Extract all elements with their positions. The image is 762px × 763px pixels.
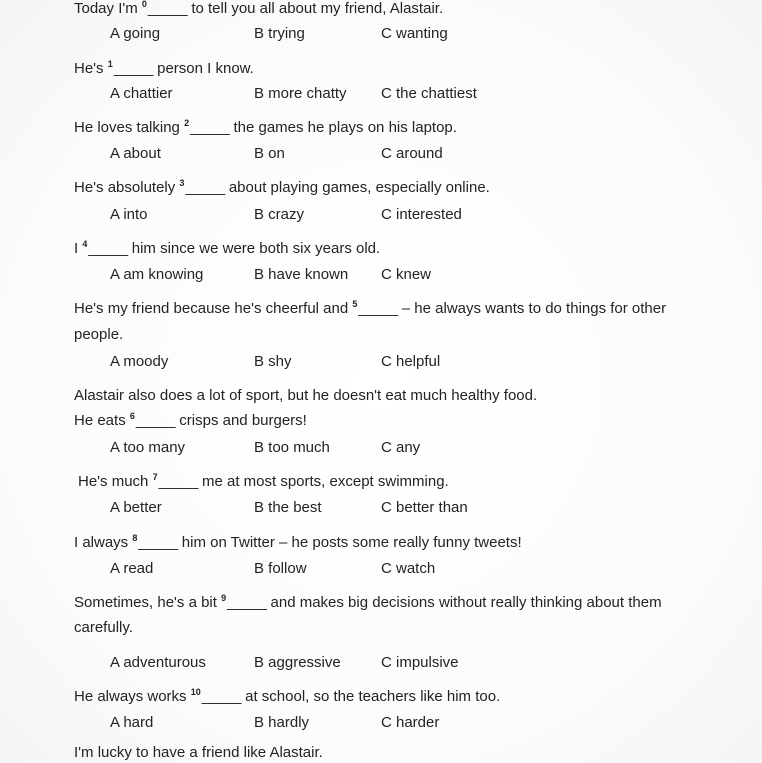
option-c: C watch xyxy=(381,560,436,577)
question-number: 2 xyxy=(184,118,190,128)
option-c: C knew xyxy=(381,266,432,283)
option-b: B too much xyxy=(254,439,330,456)
option-b: B more chatty xyxy=(254,85,347,102)
question-text: He's my friend because he's cheerful and xyxy=(74,300,349,317)
options-1 xyxy=(0,85,762,103)
question-number: 0 xyxy=(141,0,147,9)
answer-blank: _____ xyxy=(358,300,398,317)
question-text: to tell you all about my friend, Alastair. xyxy=(191,0,444,17)
option-a: A adventurous xyxy=(110,654,206,671)
options-7 xyxy=(0,499,762,517)
question-text: at school, so the teachers like him too. xyxy=(245,688,501,705)
answer-blank: _____ xyxy=(147,0,188,17)
question-number: 1 xyxy=(107,59,113,69)
question-text: the games he plays on his laptop. xyxy=(233,119,457,136)
option-a: A too many xyxy=(110,439,186,456)
option-b: B crazy xyxy=(254,206,305,223)
answer-blank: _____ xyxy=(190,119,230,136)
question-number: 6 xyxy=(129,411,135,421)
option-c: C impulsive xyxy=(381,654,459,671)
option-b: B the best xyxy=(254,499,322,516)
options-3 xyxy=(0,206,762,224)
options-5 xyxy=(0,353,762,371)
question-number: 7 xyxy=(152,472,158,482)
options-4 xyxy=(0,266,762,284)
question-text: Today I'm xyxy=(74,0,138,17)
option-b: B have known xyxy=(254,266,349,283)
question-text: person I know. xyxy=(157,60,254,77)
question-2 xyxy=(74,119,457,137)
option-a: A hard xyxy=(110,714,154,731)
option-b: B trying xyxy=(254,25,305,42)
option-c: C helpful xyxy=(381,353,441,370)
question-text: crisps and burgers! xyxy=(179,412,307,429)
option-a: A into xyxy=(110,206,148,223)
answer-blank: _____ xyxy=(113,60,153,77)
question-9-continuation: carefully. xyxy=(74,619,133,636)
question-text: He's much xyxy=(78,473,149,490)
option-a: A better xyxy=(110,499,162,516)
question-9 xyxy=(74,594,662,612)
question-6 xyxy=(74,412,307,430)
options-2 xyxy=(0,145,762,163)
option-c: C wanting xyxy=(381,25,448,42)
question-5-continuation: people. xyxy=(74,326,124,343)
question-text: Sometimes, he's a bit xyxy=(74,594,217,611)
question-8 xyxy=(74,534,522,552)
question-6-lead: Alastair also does a lot of sport, but he doesn't eat much healthy food. xyxy=(74,387,538,404)
option-b: B follow xyxy=(254,560,307,577)
question-text: me at most sports, except swimming. xyxy=(201,473,449,490)
question-0 xyxy=(74,0,443,18)
question-text: He always works xyxy=(74,688,187,705)
option-a: A going xyxy=(110,25,161,42)
question-7 xyxy=(78,473,449,491)
answer-blank: _____ xyxy=(227,594,267,611)
question-text: him since we were both six years old. xyxy=(131,240,381,257)
question-text: – he always wants to do things for other xyxy=(401,300,667,317)
answer-blank: _____ xyxy=(158,473,198,490)
question-5 xyxy=(74,300,666,318)
question-number: 4 xyxy=(82,239,88,249)
option-c: C any xyxy=(381,439,421,456)
option-c: C interested xyxy=(381,206,462,223)
question-1 xyxy=(74,60,254,78)
question-number: 9 xyxy=(221,593,227,603)
answer-blank: _____ xyxy=(88,240,128,257)
answer-blank: _____ xyxy=(138,534,178,551)
option-a: A read xyxy=(110,560,154,577)
question-number: 3 xyxy=(179,178,185,188)
option-b: B aggressive xyxy=(254,654,341,671)
question-text: He's absolutely xyxy=(74,179,176,196)
question-number: 8 xyxy=(132,533,138,543)
question-number: 5 xyxy=(352,299,358,309)
question-number: 10 xyxy=(190,687,201,697)
question-4 xyxy=(74,240,380,258)
question-text: He eats xyxy=(74,412,126,429)
options-10 xyxy=(0,714,762,732)
answer-blank: _____ xyxy=(135,412,176,429)
option-a: A am knowing xyxy=(110,266,204,283)
option-b: B hardly xyxy=(254,714,310,731)
option-c: C harder xyxy=(381,714,440,731)
question-text: I xyxy=(74,240,79,257)
question-10 xyxy=(74,688,500,706)
question-text: He loves talking xyxy=(74,119,180,136)
question-text: He's xyxy=(74,60,104,77)
answer-blank: _____ xyxy=(201,688,241,705)
option-b: B on xyxy=(254,145,285,162)
option-c: C better than xyxy=(381,499,468,516)
question-text: I always xyxy=(74,534,129,551)
closing-sentence: I'm lucky to have a friend like Alastair. xyxy=(74,744,323,761)
options-9 xyxy=(0,654,762,672)
question-text: him on Twitter – he posts some really funny tweets! xyxy=(181,534,522,551)
option-a: A chattier xyxy=(110,85,173,102)
options-6 xyxy=(0,439,762,457)
option-a: A moody xyxy=(110,353,169,370)
option-c: C the chattiest xyxy=(381,85,477,102)
question-text: about playing games, especially online. xyxy=(228,179,490,196)
option-c: C around xyxy=(381,145,443,162)
question-3 xyxy=(74,179,490,197)
options-0 xyxy=(0,25,762,43)
options-8 xyxy=(0,560,762,578)
option-a: A about xyxy=(110,145,161,162)
question-text: and makes big decisions without really thinking about them xyxy=(270,594,662,611)
answer-blank: _____ xyxy=(185,179,225,196)
option-b: B shy xyxy=(254,353,292,370)
